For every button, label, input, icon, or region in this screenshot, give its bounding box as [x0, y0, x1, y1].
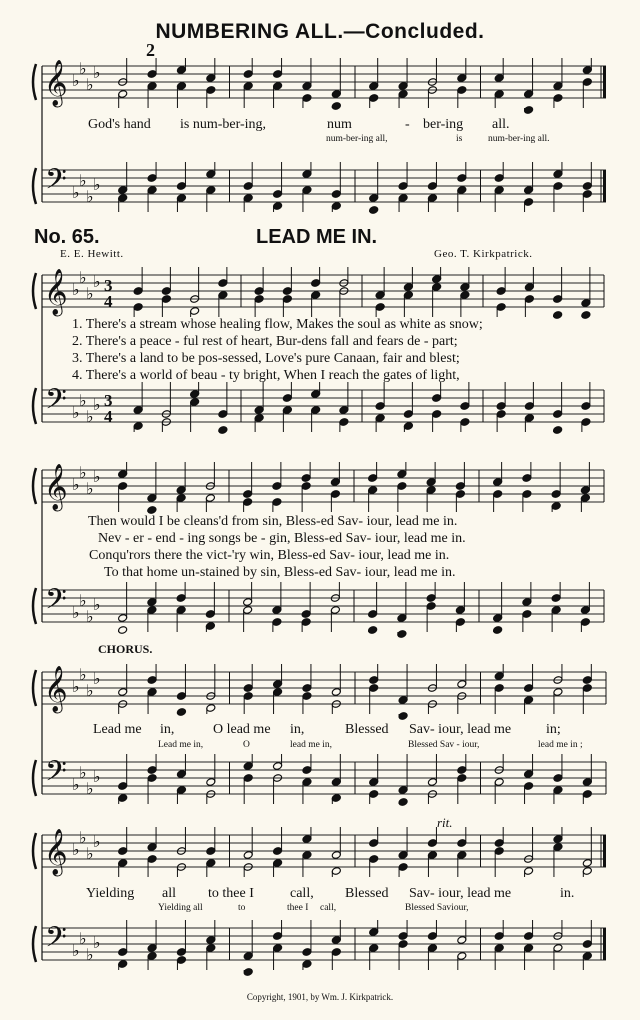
chorus-line1-7: in; — [546, 722, 561, 737]
hymn-number: No. 65. — [34, 226, 100, 248]
flat-sign: ♭ — [79, 763, 87, 782]
verse-3-line-2: Conqu'rors there the vict-'ry win, Bless-ed Sav- iour, lead me in. — [89, 548, 450, 563]
flat-sign: ♭ — [86, 407, 94, 426]
flat-sign: ♭ — [93, 467, 101, 486]
verse-4-line-1: 4. There's a world of beau - ty bright, When I reach the gates of light, — [72, 368, 460, 383]
treble-clef: 𝄞 — [44, 829, 68, 875]
alto-words-s1-1: num-ber-ing all, — [326, 134, 388, 144]
chorus-line1-6: Sav- iour, lead me — [409, 722, 512, 737]
chorus2-alto-5: Blessed Saviour, — [405, 903, 469, 913]
flat-sign: ♭ — [93, 832, 101, 851]
flat-sign: ♭ — [79, 828, 87, 847]
alto-words-s1-3: num-ber-ing all. — [488, 134, 550, 144]
page-number: 2 — [146, 40, 155, 60]
treble-clef: 𝄞 — [44, 666, 68, 712]
lyric-s1-2: is num-ber-ing, — [180, 117, 267, 132]
brace-bottom — [33, 388, 36, 424]
flat-sign: ♭ — [79, 268, 87, 287]
lyric-s1-5: ber-ing — [423, 117, 464, 132]
flat-sign: ♭ — [93, 933, 101, 952]
flat-sign: ♭ — [72, 941, 80, 960]
lyric-s1-3: num — [327, 117, 352, 132]
lyric-s1-4: - — [405, 117, 410, 132]
flat-sign: ♭ — [93, 395, 101, 414]
flat-sign: ♭ — [79, 665, 87, 684]
verse-2-line-2: Nev - er - end - ing songs be - gin, Bless-ed Sav- iour, lead me in. — [98, 531, 466, 546]
flat-sign: ♭ — [93, 669, 101, 688]
flat-sign: ♭ — [72, 677, 80, 696]
chorus-label: CHORUS. — [98, 642, 153, 656]
brace-top — [33, 670, 36, 706]
verse-3-line-1: 3. There's a land to be pos-sessed, Love's pure Canaan, fair and blest; — [72, 351, 460, 366]
flat-sign: ♭ — [86, 945, 94, 964]
chorus-alto-2: O — [243, 740, 250, 750]
flat-sign: ♭ — [93, 767, 101, 786]
flat-sign: ♭ — [79, 463, 87, 482]
flat-sign: ♭ — [86, 779, 94, 798]
chorus-alto-3: lead me in, — [290, 740, 332, 750]
chorus-line2-2: all — [162, 886, 176, 901]
flat-sign: ♭ — [72, 403, 80, 422]
verse-1-line-1: 1. There's a stream whose healing flow, Makes the soul as white as snow; — [72, 317, 483, 332]
brace-top — [33, 468, 36, 504]
chorus-line2-6: Sav- iour, lead me — [409, 886, 512, 901]
chorus-line2-3: to thee I — [208, 886, 254, 901]
copyright-notice: Copyright, 1901, by Wm. J. Kirkpatrick. — [246, 992, 394, 1002]
flat-sign: ♭ — [86, 187, 94, 206]
flat-sign: ♭ — [93, 63, 101, 82]
author: E. E. Hewitt. — [60, 248, 124, 260]
flat-sign: ♭ — [72, 775, 80, 794]
flat-sign: ♭ — [79, 929, 87, 948]
flat-sign: ♭ — [93, 175, 101, 194]
composer: Geo. T. Kirkpatrick. — [434, 248, 533, 260]
chorus2-alto-4: call, — [320, 903, 337, 913]
chorus-alto-4: Blessed Sav - iour, — [408, 740, 480, 750]
flat-sign: ♭ — [72, 71, 80, 90]
flat-sign: ♭ — [79, 591, 87, 610]
chorus-line1-5: Blessed — [345, 722, 389, 737]
brace-top — [33, 833, 36, 869]
ritardando-mark: rit. — [437, 815, 453, 830]
time-signature-bottom: 4 — [104, 292, 113, 311]
flat-sign: ♭ — [72, 603, 80, 622]
flat-sign: ♭ — [93, 595, 101, 614]
flat-sign: ♭ — [79, 59, 87, 78]
brace-bottom — [33, 168, 36, 204]
chorus-line1-3: O lead me — [213, 722, 271, 737]
flat-sign: ♭ — [72, 280, 80, 299]
chorus-alto-1: Lead me in, — [158, 740, 204, 750]
brace-bottom — [33, 760, 36, 796]
hymn-title: LEAD ME IN. — [256, 226, 378, 248]
chorus-line2-4: call, — [290, 886, 314, 901]
flat-sign: ♭ — [86, 284, 94, 303]
brace-top — [33, 273, 36, 309]
chorus-line2-7: in. — [560, 886, 575, 901]
chorus-line1-2: in, — [160, 722, 175, 737]
flat-sign: ♭ — [72, 840, 80, 859]
brace-bottom — [33, 926, 36, 962]
bass-clef: 𝄢 — [45, 755, 67, 795]
page-title: NUMBERING ALL.—Concluded. — [155, 20, 485, 43]
bass-clef: 𝄢 — [45, 921, 67, 961]
flat-sign: ♭ — [86, 607, 94, 626]
chorus2-alto-3: thee I — [287, 903, 309, 913]
treble-clef: 𝄞 — [44, 464, 68, 510]
treble-clef: 𝄞 — [44, 269, 68, 315]
flat-sign: ♭ — [93, 272, 101, 291]
flat-sign: ♭ — [86, 681, 94, 700]
lyric-s1-1: God's hand — [88, 117, 151, 132]
verse-4-line-2: To that home un-stained by sin, Bless-ed Sav- iour, lead me in. — [104, 565, 456, 580]
time-signature-top: 3 — [104, 276, 113, 295]
flat-sign: ♭ — [86, 844, 94, 863]
lyric-s1-6: all. — [492, 117, 510, 132]
flat-sign: ♭ — [79, 391, 87, 410]
bass-clef: 𝄢 — [45, 163, 67, 203]
chorus-line2-5: Blessed — [345, 886, 389, 901]
flat-sign: ♭ — [72, 475, 80, 494]
chorus-line1-1: Lead me — [93, 722, 142, 737]
brace-top — [33, 64, 36, 100]
brace-bottom — [33, 588, 36, 624]
verse-2-line-1: 2. There's a peace - ful rest of heart, Bur-dens fall and fears de - part; — [72, 334, 458, 349]
verse-1-line-2: Then would I be cleans'd from sin, Bless-ed Sav- iour, lead me in. — [88, 514, 458, 529]
flat-sign: ♭ — [86, 479, 94, 498]
time-signature-bottom: 4 — [104, 407, 113, 426]
bass-clef: 𝄢 — [45, 383, 67, 423]
time-signature-top: 3 — [104, 391, 113, 410]
flat-sign: ♭ — [79, 171, 87, 190]
chorus-line1-4: in, — [290, 722, 305, 737]
flat-sign: ♭ — [86, 75, 94, 94]
chorus-line2-1: Yielding — [86, 886, 135, 901]
treble-clef: 𝄞 — [44, 60, 68, 106]
chorus-alto-5: lead me in ; — [538, 740, 583, 750]
bass-clef: 𝄢 — [45, 583, 67, 623]
flat-sign: ♭ — [72, 183, 80, 202]
chorus2-alto-1: Yielding all — [158, 903, 203, 913]
alto-words-s1-2: is — [456, 134, 463, 144]
chorus2-alto-2: to — [238, 903, 246, 913]
